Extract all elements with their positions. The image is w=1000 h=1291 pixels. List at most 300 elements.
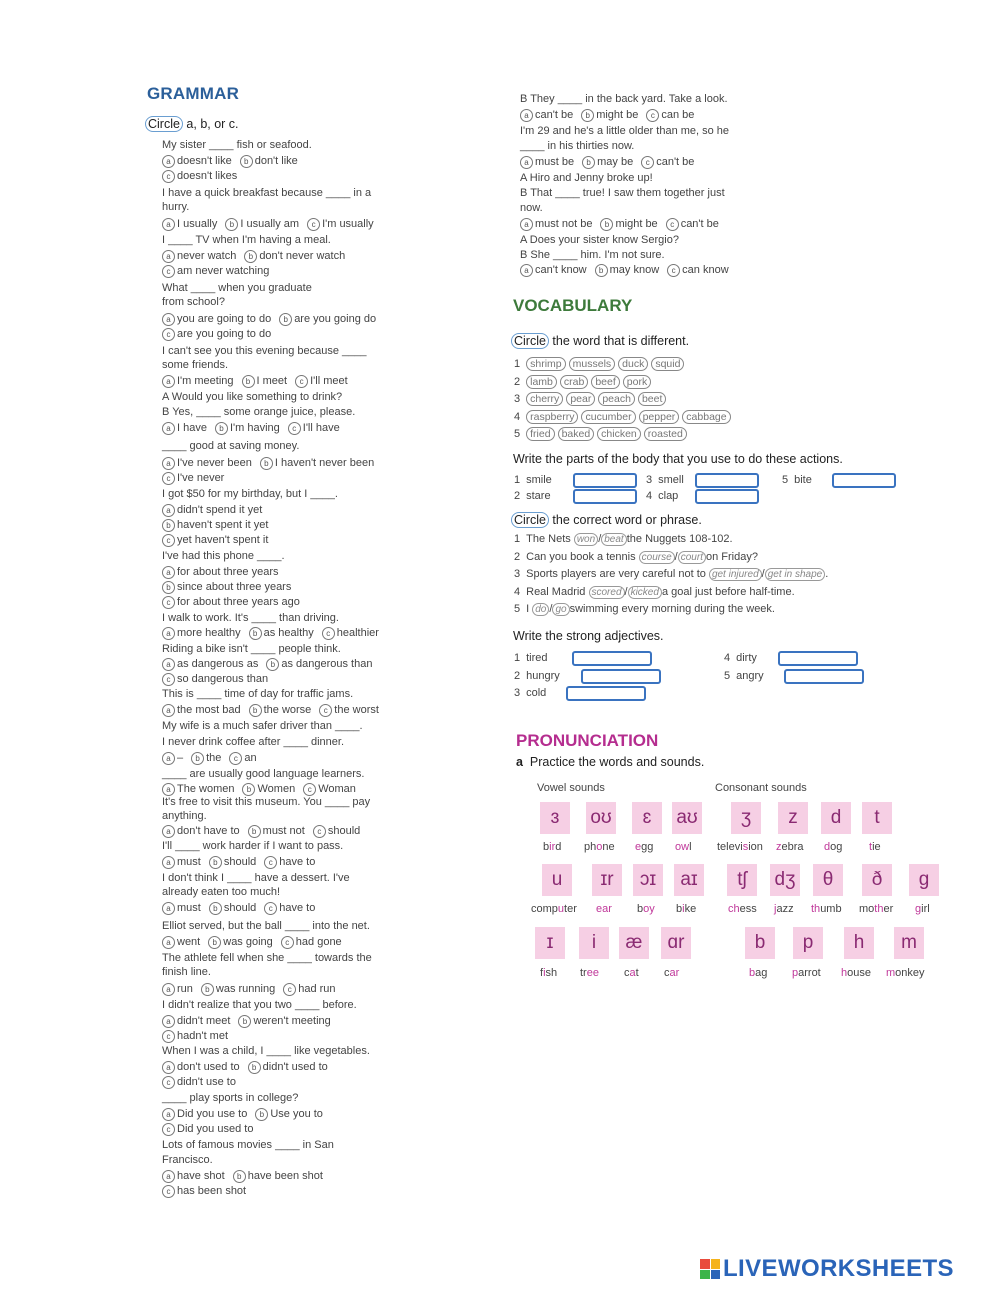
options-row [162,155,306,168]
answer-input[interactable] [832,473,896,488]
sentence-row: 3 Sports players are very careful not to get injured / get in shape . [514,568,829,580]
option-text: didn't use to [177,1076,236,1088]
option-b[interactable] [249,627,314,640]
option-c[interactable] [162,1123,253,1136]
option-text: have shot [177,1170,225,1182]
sound-symbol: ʒ [740,807,752,828]
word-part: c [664,967,670,979]
option-text: don't never watch [259,250,346,262]
option-letter: b [266,658,279,671]
option-c[interactable] [264,902,315,915]
question-line: I walk to work. It's ____ than driving. [162,612,339,624]
word-chip[interactable]: beet [638,392,666,406]
question-line: I never drink coffee after ____ dinner. [162,736,345,748]
choice-a[interactable]: get injured [709,568,762,581]
option-letter: c [162,328,175,341]
sound-picture-tile[interactable] [862,864,892,896]
option-letter: c [162,1030,175,1043]
option-c[interactable] [288,422,340,435]
option-a[interactable] [162,250,236,263]
question-line: I didn't realize that you two ____ before. [162,999,357,1011]
option-b[interactable] [595,264,660,277]
options-row [162,752,265,765]
item-number: 3 [514,568,521,580]
sound-picture-tile[interactable] [540,802,570,834]
option-b[interactable] [242,375,288,388]
sound-picture-tile[interactable] [731,802,761,834]
option-b[interactable] [201,983,275,996]
option-b[interactable] [209,856,256,869]
word-part: f [540,967,544,979]
options-row [162,1123,261,1136]
question-line: When I was a child, I ____ like vegetables. [162,1045,370,1057]
option-b[interactable] [266,658,372,671]
option-b[interactable] [248,1061,328,1074]
option-c[interactable] [264,856,315,869]
question-line: ____ in his thirties now. [520,140,635,152]
sound-word [859,903,893,915]
word-highlight: b [749,967,756,979]
vowel-sounds-header: Vowel sounds [537,782,605,794]
sound-picture-tile[interactable] [586,802,616,834]
option-c[interactable] [646,109,694,122]
option-b[interactable] [162,519,268,532]
options-row [162,218,382,231]
sound-symbol: z [788,807,798,828]
logo-icon [700,1259,720,1279]
option-letter: b [244,250,257,263]
word-part: t [635,967,639,979]
answer-input[interactable] [695,473,759,488]
word-chip[interactable]: roasted [644,427,687,441]
word-part: ph [584,841,597,853]
option-text: I've never been [177,457,252,469]
word-chip[interactable]: chicken [597,427,641,441]
adjective-item [514,686,646,701]
option-text: yet haven't spent it [177,534,269,546]
sound-picture-tile[interactable] [770,864,800,896]
question-line: ____ are usually good language learners. [162,768,365,780]
word-chip[interactable]: pear [566,392,595,406]
sound-symbol: ɪ [546,932,554,953]
option-a[interactable] [520,109,573,122]
option-a[interactable] [162,752,183,765]
option-b[interactable] [244,250,345,263]
option-b[interactable] [238,1015,330,1028]
word-chip[interactable]: pork [623,375,651,389]
word-highlight: o [596,841,603,853]
option-a[interactable] [162,783,234,796]
word-chip[interactable]: fried [526,427,554,441]
sentence-start: I [526,603,530,615]
sound-word [624,967,639,979]
word-chip[interactable]: mussels [569,357,616,371]
word-chip[interactable]: squid [651,357,684,371]
sound-picture-tile[interactable] [894,927,924,959]
choice-a[interactable]: scored [589,586,625,599]
option-a[interactable] [162,704,241,717]
option-a[interactable] [162,1061,240,1074]
option-a[interactable] [162,627,241,640]
option-text: might be [615,218,658,230]
option-b[interactable] [600,218,657,231]
options-row [162,658,380,671]
option-a[interactable] [162,504,262,517]
option-b[interactable] [248,825,305,838]
options-row [162,375,356,388]
answer-input[interactable] [566,686,646,701]
option-letter: a [162,1170,175,1183]
sentence-row: 4 Real Madrid scored / kicked a goal just before half-time. [514,585,795,598]
question-line: A Does your sister know Sergio? [520,234,679,246]
answer-input[interactable] [573,473,637,488]
option-a[interactable] [162,983,193,996]
sound-picture-tile[interactable] [632,802,662,834]
sound-picture-tile[interactable] [778,802,808,834]
option-text: haven't spent it yet [177,519,269,531]
option-letter: b [240,155,253,168]
option-b[interactable] [581,109,638,122]
item-number: 2 [514,550,521,563]
option-text: I'll meet [310,375,348,387]
sound-picture-tile[interactable] [862,802,892,834]
option-letter: b [248,825,261,838]
sound-picture-tile[interactable] [672,802,702,834]
options-row [162,328,279,341]
option-text: are you going to do [177,328,272,340]
option-c[interactable] [162,1076,236,1089]
sound-picture-tile[interactable] [745,927,775,959]
option-c[interactable] [162,673,268,686]
sentence-end: on Friday? [705,550,758,563]
option-text: I'm having [229,422,280,434]
word-chip[interactable]: peach [598,392,635,406]
option-c[interactable] [162,472,224,485]
option-b[interactable] [255,1108,323,1121]
word-part: b [543,841,550,853]
option-c[interactable] [283,983,335,996]
option-text: had run [298,983,336,995]
option-b[interactable] [191,752,221,765]
option-c[interactable] [162,328,271,341]
option-text: Use you to [270,1108,323,1120]
word-part: sh [545,967,558,979]
word-part: ion [748,841,763,853]
choice-b[interactable]: get in shape [765,568,826,581]
option-b[interactable] [215,422,280,435]
option-c[interactable] [641,156,694,169]
option-letter: b [595,264,608,277]
item-number: 4 [514,585,521,598]
item-number: 1 [514,358,521,370]
question-line: A Hiro and Jenny broke up! [520,172,653,184]
option-b[interactable] [582,156,633,169]
option-text: I've never [177,472,225,484]
liveworksheets-logo[interactable] [700,1255,954,1283]
option-a[interactable] [162,422,207,435]
answer-input[interactable] [573,489,637,504]
sound-picture-tile[interactable] [821,802,851,834]
option-text: doesn't likes [177,170,238,182]
option-letter: b [225,218,238,231]
option-letter: b [238,1015,251,1028]
option-a[interactable] [162,658,258,671]
sound-word [841,967,871,979]
word-highlight: th [874,903,884,915]
option-a[interactable] [162,457,252,470]
option-letter: b [248,1061,261,1074]
word-highlight: h [841,967,848,979]
question-line: My wife is a much safer driver than ____. [162,720,363,732]
option-a[interactable] [520,156,574,169]
options-row [162,250,353,263]
option-a[interactable] [162,856,201,869]
option-b[interactable] [279,313,376,326]
options-row [162,1076,244,1089]
choice-a[interactable]: course [639,551,675,564]
option-text: must [177,902,201,914]
word-highlight: e [635,841,642,853]
sound-picture-tile[interactable] [674,864,704,896]
answer-input[interactable] [778,651,858,666]
sound-picture-tile[interactable] [661,927,691,959]
option-letter: c [319,704,332,717]
option-b[interactable] [209,902,256,915]
option-text: weren't meeting [253,1015,331,1027]
body-part-item [782,473,896,488]
action-word: clap [658,490,679,503]
question-line: This is ____ time of day for traffic jams. [162,688,354,700]
option-text: as healthy [263,627,314,639]
option-letter: b [191,752,204,765]
option-a[interactable] [162,155,232,168]
option-letter: a [162,1108,175,1121]
option-a[interactable] [162,566,279,579]
grammar-instruction-text: a, b, or c. [182,117,239,131]
sound-picture-tile[interactable] [592,864,622,896]
option-text: should [223,902,257,914]
word-highlight: m [886,967,896,979]
option-text: was running [215,983,276,995]
sound-picture-tile[interactable] [813,864,843,896]
answer-input[interactable] [572,651,652,666]
option-letter: a [520,109,533,122]
option-letter: a [162,1015,175,1028]
sound-picture-tile[interactable] [579,927,609,959]
answer-input[interactable] [695,489,759,504]
word-chip[interactable]: duck [618,357,648,371]
option-text: Did you used to [177,1123,254,1135]
word-part: onkey [895,967,925,979]
choice-a[interactable]: won [574,533,598,546]
sound-word [811,903,842,915]
word-highlight: t [869,841,873,853]
options-row [162,265,277,278]
option-letter: b [279,313,292,326]
options-row [162,673,276,686]
choice-b[interactable]: court [678,551,706,564]
sound-word [776,841,804,853]
option-a[interactable] [520,218,592,231]
option-c[interactable] [162,265,269,278]
option-b[interactable] [249,704,312,717]
option-b[interactable] [240,155,298,168]
word-chip[interactable]: cabbage [682,410,730,424]
option-letter: a [520,218,533,231]
item-number: 5 [514,428,521,440]
option-letter: a [162,375,175,388]
options-row [162,457,382,470]
option-b[interactable] [260,457,374,470]
option-c[interactable] [162,170,237,183]
option-letter: b [233,1170,246,1183]
option-c[interactable] [319,704,379,717]
sound-picture-tile[interactable] [909,864,939,896]
sound-picture-tile[interactable] [633,864,663,896]
choice-b[interactable]: beat [601,533,626,546]
word-highlight: ir [549,841,556,853]
option-a[interactable] [162,936,200,949]
action-word: smile [526,474,552,487]
option-c[interactable] [666,218,719,231]
choice-b[interactable]: kicked [628,586,662,599]
option-a[interactable] [162,902,201,915]
word-highlight: z [776,841,782,853]
option-a[interactable] [162,1170,225,1183]
option-letter: b [242,375,255,388]
question-line: I'm 29 and he's a little older than me, so he [520,125,730,137]
option-b[interactable] [233,1170,323,1183]
word-chip[interactable]: cucumber [581,410,635,424]
word-chip[interactable]: crab [560,375,588,389]
word-chip[interactable]: pepper [639,410,680,424]
sound-symbol: aɪ [680,869,698,890]
option-letter: a [162,313,175,326]
option-letter: b [581,109,594,122]
option-letter: a [162,856,175,869]
instruction-text: Practice the words and sounds. [529,755,705,769]
sentence-end: swimming every morning during the week. [569,603,775,615]
body-part-item [514,489,637,504]
sound-picture-tile[interactable] [535,927,565,959]
sound-word [584,841,615,853]
option-b[interactable] [162,581,291,594]
word-part: televi [717,841,743,853]
option-c[interactable] [162,534,268,547]
sound-picture-tile[interactable] [542,864,572,896]
item-number: 4 [724,652,731,665]
option-c[interactable] [229,752,256,765]
word-highlight: i [543,967,546,979]
option-b[interactable] [225,218,299,231]
option-c[interactable] [667,264,728,277]
option-a[interactable] [162,218,217,231]
sound-picture-tile[interactable] [727,864,757,896]
question-line: hurry. [162,201,190,213]
word-chip[interactable]: cherry [526,392,563,406]
word-part: d [555,841,562,853]
option-text: an [244,752,257,764]
option-letter: c [264,902,277,915]
sound-word [824,841,842,853]
option-text: I usually [177,218,218,230]
options-row [162,1030,236,1043]
choice-b[interactable]: go [552,603,569,616]
question-line: ____ play sports in college? [162,1092,299,1104]
option-text: Women [257,783,296,795]
item-number: 1 [514,652,521,665]
sound-picture-tile[interactable] [793,927,823,959]
option-text: can know [682,264,729,276]
option-c[interactable] [162,596,300,609]
option-c[interactable] [162,1185,246,1198]
option-a[interactable] [162,375,234,388]
options-row [162,519,276,532]
word-chip[interactable]: raspberry [526,410,578,424]
answer-input[interactable] [581,669,661,684]
pronunciation-heading: PRONUNCIATION [516,731,659,750]
word-chip[interactable]: baked [558,427,595,441]
sound-word [749,967,767,979]
option-a[interactable] [520,264,587,277]
option-a[interactable] [162,1108,247,1121]
sound-symbol: tʃ [737,869,747,890]
option-c[interactable] [281,936,342,949]
question-line: B That ____ true! I saw them together just [520,187,725,199]
option-c[interactable] [303,783,356,796]
option-letter: a [520,156,533,169]
sentence-start: The Nets [526,533,571,545]
sound-symbol: ɑr [667,932,685,953]
option-a[interactable] [162,825,240,838]
option-text: didn't spend it yet [177,504,263,516]
answer-input[interactable] [784,669,864,684]
sound-picture-tile[interactable] [844,927,874,959]
grammar-instruction [145,116,239,132]
option-c[interactable] [295,375,348,388]
word-set-row [514,427,690,441]
word-part: b [637,903,644,915]
sound-picture-tile[interactable] [619,927,649,959]
word-highlight: ow [675,841,690,853]
word-chip[interactable]: lamb [526,375,557,389]
option-a[interactable] [162,313,271,326]
word-highlight: j [774,903,777,915]
question-line: ____ good at saving money. [162,440,300,452]
option-c[interactable] [307,218,374,231]
option-c[interactable] [322,627,379,640]
word-highlight: s [742,841,749,853]
word-chip[interactable]: beef [591,375,619,389]
body-part-item [646,473,759,488]
choice-a[interactable]: do [532,603,549,616]
option-letter: a [162,983,175,996]
option-text: have to [279,856,316,868]
option-a[interactable] [162,1015,230,1028]
word-highlight: p [792,967,799,979]
sound-symbol: oʊ [590,807,612,828]
sound-symbol: u [551,869,563,890]
option-b[interactable] [208,936,273,949]
option-c[interactable] [313,825,360,838]
option-b[interactable] [242,783,295,796]
sound-symbol: dʒ [774,869,796,890]
sentence-start: Real Madrid [526,585,586,598]
sound-word [728,903,757,915]
option-c[interactable] [162,1030,228,1043]
word-chip[interactable]: shrimp [526,357,566,371]
option-letter: c [641,156,654,169]
